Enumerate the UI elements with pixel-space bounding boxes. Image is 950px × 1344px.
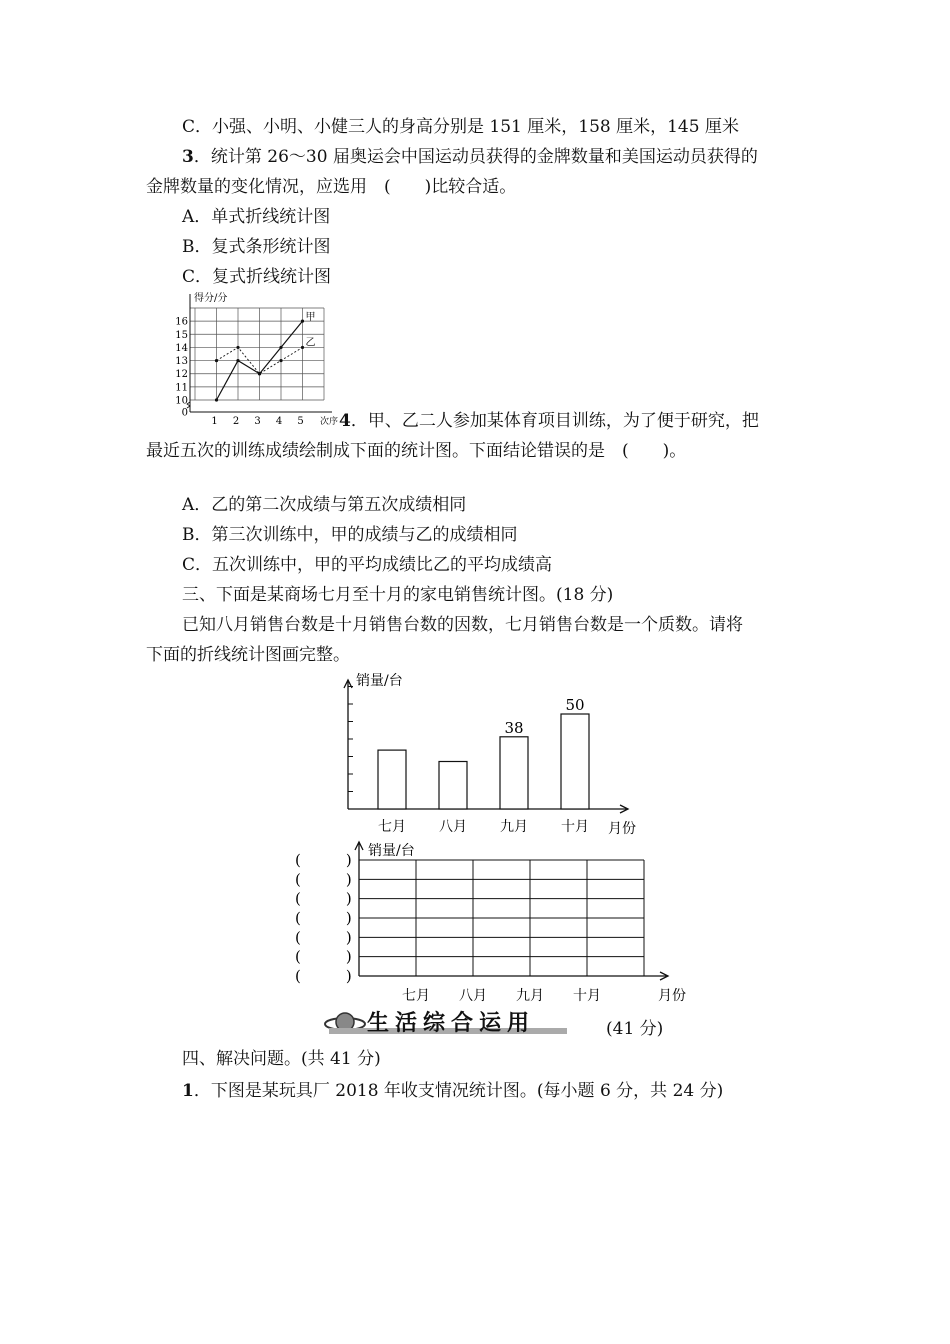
- blank-y-axis-label: 销量/台: [368, 843, 415, 859]
- bar-category-label: 九月: [500, 819, 528, 835]
- score-point: [258, 372, 261, 375]
- sales-bar-chart: [330, 668, 650, 840]
- question-3-number: 3: [182, 147, 194, 167]
- score-series-label: 甲: [305, 312, 316, 324]
- section-3-text-2: 下面的折线统计图画完整。: [146, 645, 350, 665]
- blank-category-label: 九月: [516, 988, 544, 1004]
- score-series-label: 乙: [305, 337, 316, 349]
- q4-option-b: B．第三次训练中，甲的成绩与乙的成绩相同: [182, 525, 518, 545]
- score-point: [279, 346, 282, 349]
- blank-grid: [359, 860, 644, 976]
- q3-option-b: B．复式条形统计图: [182, 237, 331, 257]
- score-y-tick-label: 15: [175, 329, 188, 341]
- q4-option-c: C．五次训练中，甲的平均成绩比乙的平均成绩高: [182, 555, 553, 575]
- blank-y-tick-blank: ( ): [295, 851, 352, 869]
- bar-data-label: 38: [504, 718, 524, 737]
- question-4-text-2: 最近五次的训练成绩绘制成下面的统计图。下面结论错误的是 ( )。: [146, 441, 687, 461]
- score-point: [236, 346, 239, 349]
- life-application-banner: [323, 1008, 613, 1040]
- score-point: [301, 346, 304, 349]
- score-point: [215, 398, 218, 401]
- banner-text: 生活综合运用: [367, 1010, 536, 1036]
- score-y-tick-label: 0: [181, 407, 188, 419]
- blank-x-axis-label: 月份: [658, 988, 686, 1004]
- bar: [500, 737, 528, 809]
- banner-score: (41 分): [606, 1019, 664, 1039]
- q3-option-a: A．单式折线统计图: [182, 207, 331, 227]
- section-3-text: 已知八月销售台数是十月销售台数的因数，七月销售台数是一个质数。请将: [182, 615, 743, 635]
- option-c-heights: C．小强、小明、小健三人的身高分别是 151 厘米，158 厘米，145 厘米: [182, 117, 739, 137]
- score-y-tick-label: 11: [175, 382, 188, 394]
- question-3: [182, 146, 758, 168]
- q4-option-a: A．乙的第二次成绩与第五次成绩相同: [182, 495, 467, 515]
- section-4-title: 四、解决问题。(共 41 分): [182, 1049, 381, 1069]
- score-x-tick-label: 2: [232, 416, 240, 426]
- question-3-text-2: 金牌数量的变化情况，应选用 ( )比较合适。: [146, 177, 517, 197]
- blank-y-tick-blank: ( ): [295, 889, 352, 908]
- score-x-tick-label: 3: [254, 416, 261, 426]
- blank-axes: [355, 842, 668, 980]
- bar-x-axis-label: 月份: [608, 821, 636, 837]
- bar-category-label: 七月: [378, 819, 406, 835]
- bar-data-label: 50: [565, 696, 585, 714]
- score-point: [215, 359, 218, 362]
- score-y-tick-label: 10: [175, 395, 188, 407]
- q3-option-c: C．复式折线统计图: [182, 267, 332, 287]
- score-y-axis-label: 得分/分: [194, 293, 228, 304]
- bar-series: [378, 714, 589, 809]
- bar-y-axis-label: 销量/台: [356, 673, 403, 689]
- bar: [378, 750, 406, 809]
- score-y-tick-label: 16: [175, 316, 188, 328]
- score-point: [301, 320, 304, 323]
- blank-y-tick-blank: ( ): [295, 928, 352, 947]
- blank-category-label: 八月: [459, 988, 487, 1004]
- score-line-chart: [172, 290, 350, 426]
- s4-q1-text: ．下图是某玩具厂 2018 年收支情况统计图。(每小题 6 分，共 24 分): [193, 1081, 724, 1101]
- score-y-tick-label: 14: [175, 342, 188, 354]
- score-x-tick-label: 1: [211, 416, 218, 426]
- score-point: [236, 359, 239, 362]
- bar-category-label: 八月: [439, 819, 467, 835]
- blank-y-tick-blank: ( ): [295, 947, 352, 966]
- question-3-text: ．统计第 26～30 届奥运会中国运动员获得的金牌数量和美国运动员获得的: [193, 147, 758, 167]
- question-4-text: ．甲、乙二人参加某体育项目训练，为了便于研究，把: [350, 411, 759, 431]
- blank-category-label: 十月: [573, 988, 601, 1004]
- score-x-tick-label: 5: [297, 416, 304, 426]
- bar: [561, 714, 589, 809]
- score-x-axis-label: 次序: [320, 417, 339, 426]
- section-3-title: 三、下面是某商场七月至十月的家电销售统计图。(18 分): [182, 585, 614, 605]
- blank-y-tick-blank: ( ): [295, 967, 352, 985]
- bar: [439, 762, 467, 810]
- score-labels: [175, 291, 338, 426]
- question-4-number: 4: [339, 411, 351, 431]
- question-4: [339, 410, 759, 432]
- section-4-question-1: [182, 1080, 723, 1102]
- sales-line-chart-blank: [290, 838, 700, 1008]
- score-point: [279, 359, 282, 362]
- blank-y-tick-blank: ( ): [295, 870, 352, 889]
- blank-y-tick-blank: ( ): [295, 909, 352, 927]
- score-x-tick-label: 4: [275, 416, 283, 426]
- s4-q1-number: 1: [182, 1081, 194, 1101]
- score-y-tick-label: 12: [175, 369, 188, 381]
- blank-category-label: 七月: [402, 988, 430, 1004]
- blank-labels: [295, 842, 686, 1004]
- bar-category-label: 十月: [561, 819, 589, 835]
- score-y-tick-label: 13: [175, 356, 188, 368]
